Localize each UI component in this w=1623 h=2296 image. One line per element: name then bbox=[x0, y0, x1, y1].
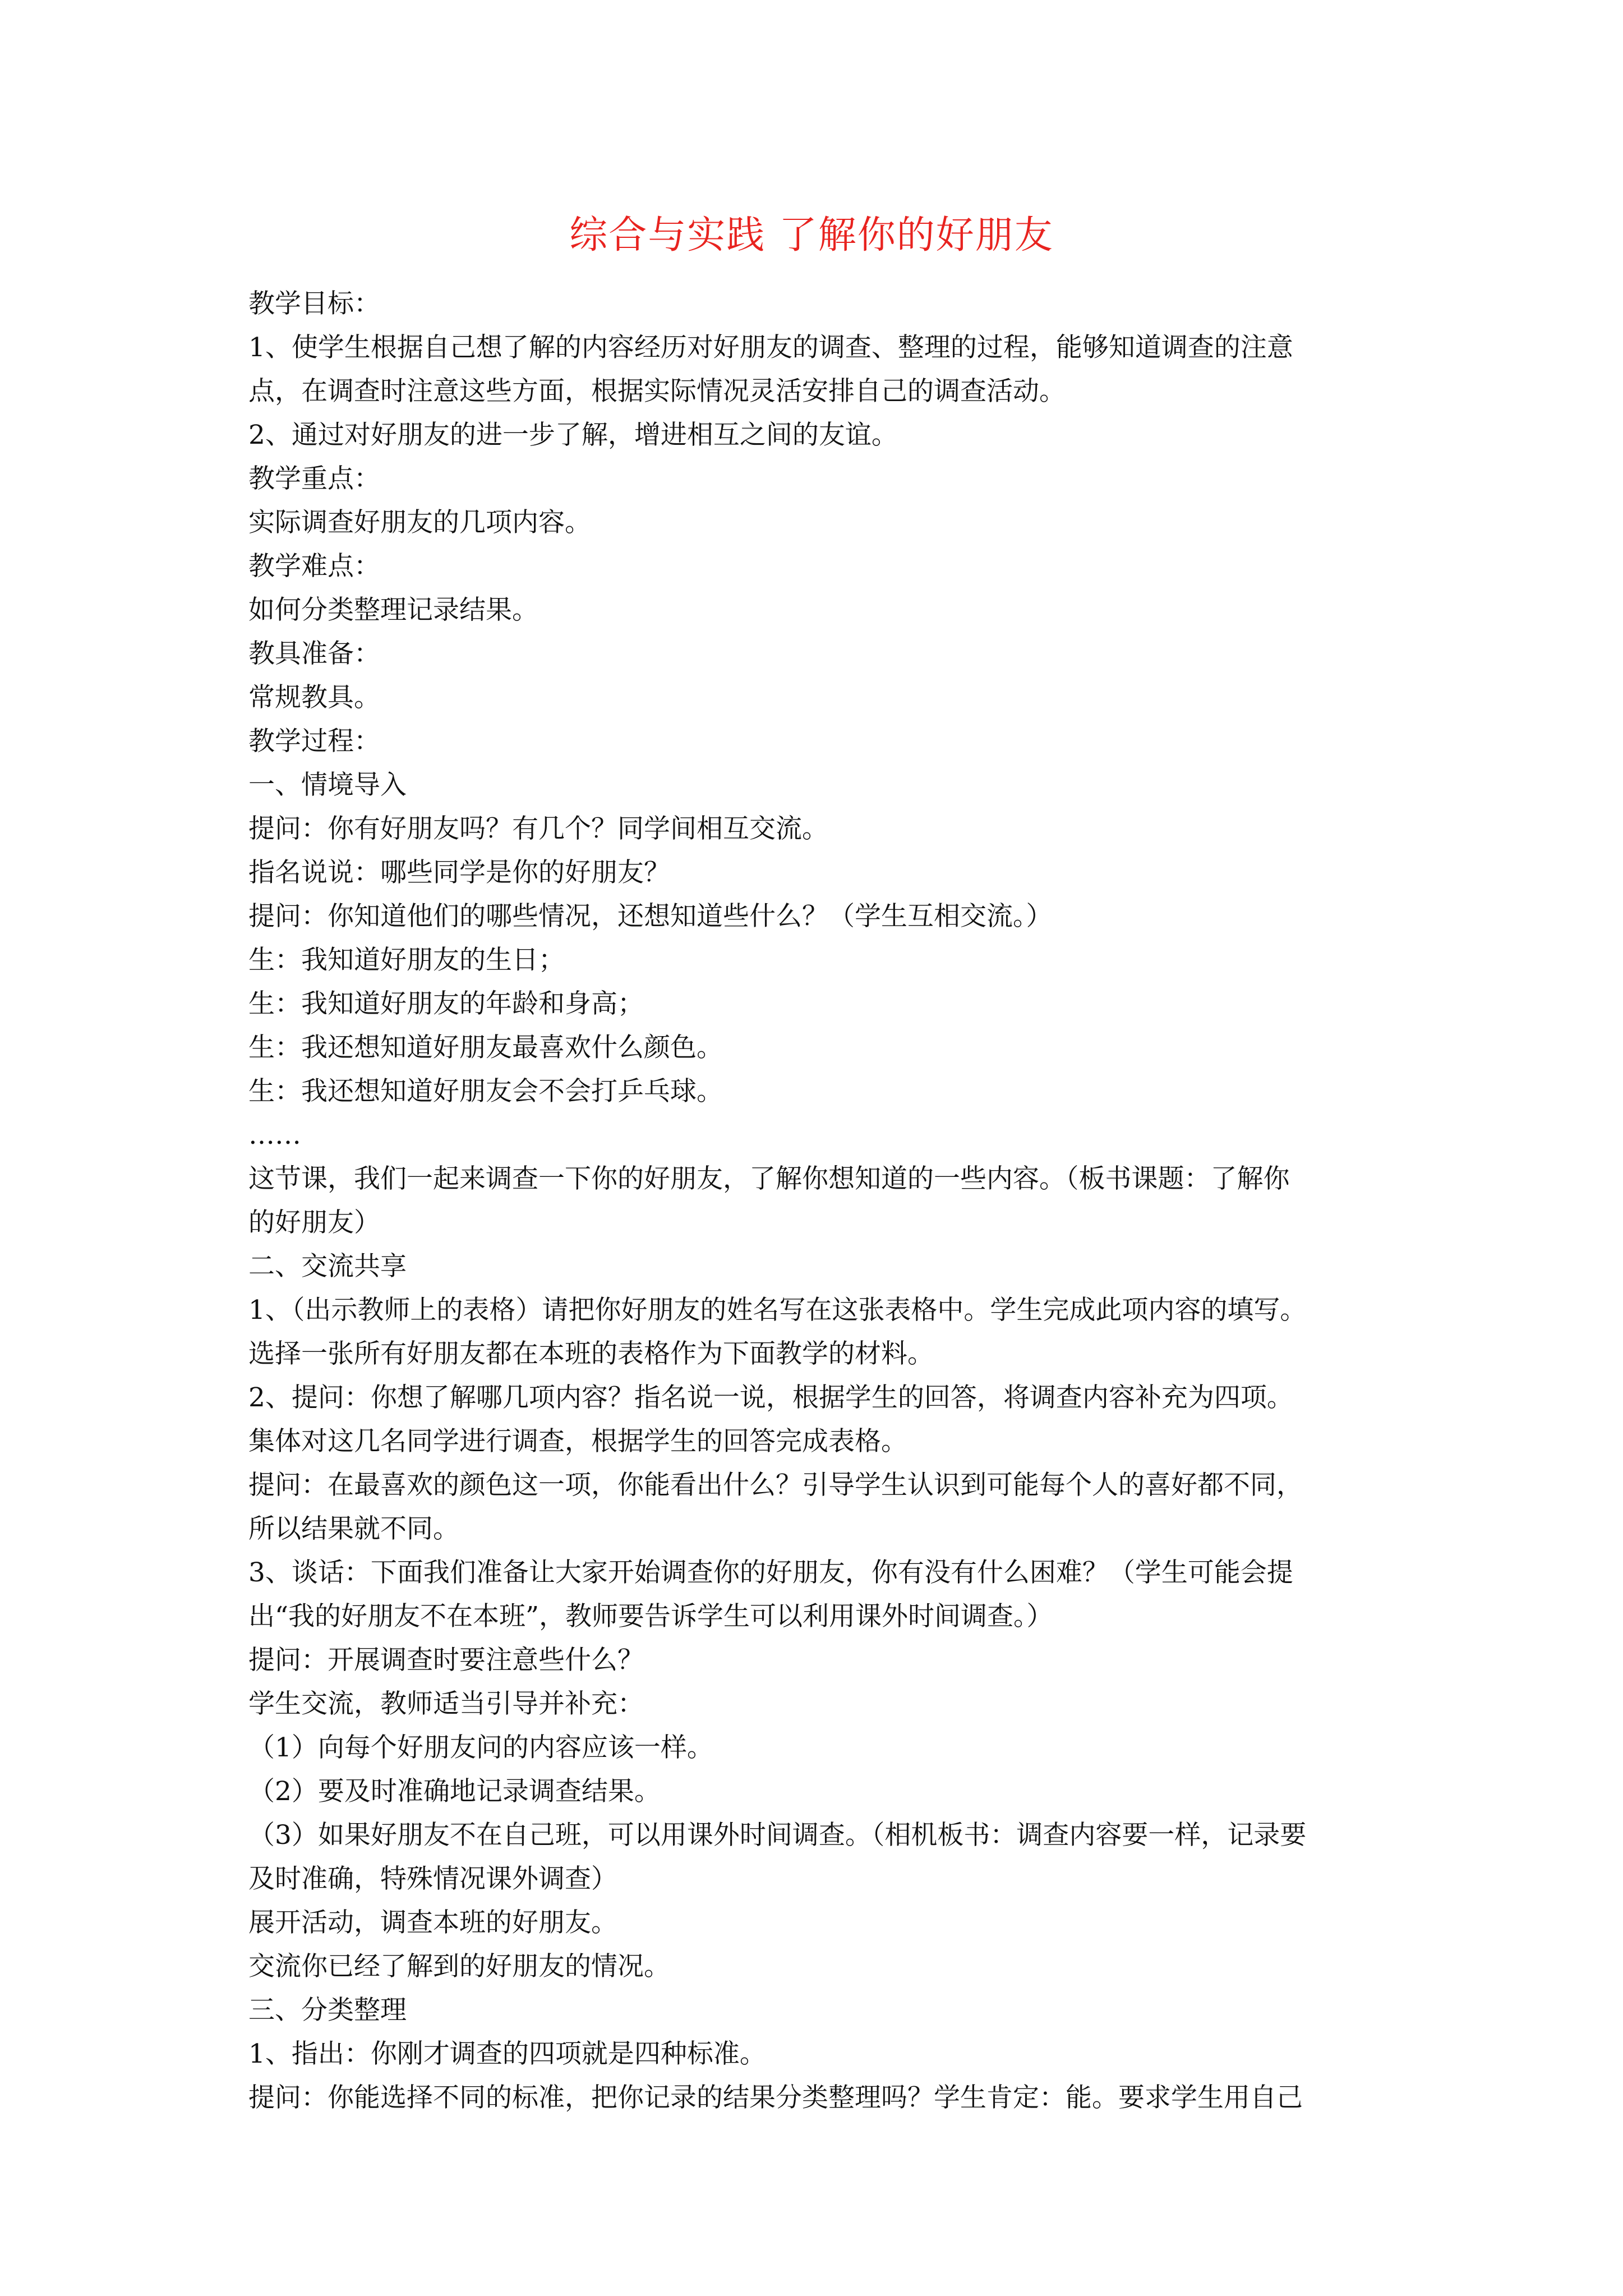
text-line: 所以结果就不同。 bbox=[248, 1513, 459, 1544]
text-line: （2）要及时准确地记录调查结果。 bbox=[248, 1776, 661, 1807]
text-line: 出“我的好朋友不在本班”，教师要告诉学生可以利用课外时间调查。） bbox=[248, 1601, 1053, 1632]
text-line: 三、分类整理 bbox=[248, 1995, 407, 2026]
text-line: 提问：你有好朋友吗？有几个？同学间相互交流。 bbox=[248, 813, 828, 844]
text-line: 1、（出示教师上的表格）请把你好朋友的姓名写在这张表格中。学生完成此项内容的填写。 bbox=[248, 1295, 1307, 1326]
text-line: 实际调查好朋友的几项内容。 bbox=[248, 507, 591, 538]
text-line: 教学重点： bbox=[248, 463, 380, 494]
text-line: 教学过程： bbox=[248, 726, 380, 757]
text-line: 选择一张所有好朋友都在本班的表格作为下面教学的材料。 bbox=[248, 1338, 934, 1369]
text-line: 常规教具。 bbox=[248, 682, 380, 713]
text-line: …… bbox=[248, 1120, 301, 1151]
text-line: 2、提问：你想了解哪几项内容？指名说一说，根据学生的回答，将调查内容补充为四项。 bbox=[248, 1382, 1293, 1413]
text-line: 二、交流共享 bbox=[248, 1251, 407, 1282]
text-line: 指名说说：哪些同学是你的好朋友？ bbox=[248, 857, 670, 888]
text-line: （1）向每个好朋友问的内容应该一样。 bbox=[248, 1732, 713, 1763]
text-line: 集体对这几名同学进行调查，根据学生的回答完成表格。 bbox=[248, 1426, 907, 1457]
text-line: 的好朋友） bbox=[248, 1207, 380, 1238]
text-line: 教具准备： bbox=[248, 638, 380, 669]
text-line: 提问：你能选择不同的标准，把你记录的结果分类整理吗？学生肯定：能。要求学生用自己 bbox=[248, 2082, 1303, 2113]
text-line: 提问：开展调查时要注意些什么？ bbox=[248, 1645, 644, 1676]
text-line: 1、使学生根据自己想了解的内容经历对好朋友的调查、整理的过程，能够知道调查的注意 bbox=[248, 332, 1293, 363]
text-line: 3、谈话：下面我们准备让大家开始调查你的好朋友，你有没有什么困难？（学生可能会提 bbox=[248, 1557, 1293, 1588]
document-title: 综合与实践 了解你的好朋友 bbox=[569, 213, 1054, 257]
text-line: 如何分类整理记录结果。 bbox=[248, 595, 538, 625]
text-line: 提问：你知道他们的哪些情况，还想知道些什么？（学生互相交流。） bbox=[248, 901, 1053, 932]
text-line: 展开活动，调查本班的好朋友。 bbox=[248, 1907, 617, 1938]
text-line: 这节课，我们一起来调查一下你的好朋友，了解你想知道的一些内容。（板书课题：了解你 bbox=[248, 1163, 1290, 1194]
document-body bbox=[248, 282, 1398, 2120]
text-line: （3）如果好朋友不在自己班，可以用课外时间调查。（相机板书：调查内容要一样，记录要 bbox=[248, 1820, 1307, 1851]
text-line: 生：我还想知道好朋友最喜欢什么颜色。 bbox=[248, 1032, 723, 1063]
text-line: 生：我知道好朋友的生日； bbox=[248, 945, 565, 976]
text-line: 交流你已经了解到的好朋友的情况。 bbox=[248, 1951, 670, 1982]
text-line: 学生交流，教师适当引导并补充： bbox=[248, 1688, 644, 1719]
text-line: 提问：在最喜欢的颜色这一项，你能看出什么？引导学生认识到可能每个人的喜好都不同， bbox=[248, 1470, 1303, 1501]
text-line: 2、通过对好朋友的进一步了解，增进相互之间的友谊。 bbox=[248, 420, 898, 450]
text-line: 1、指出：你刚才调查的四项就是四种标准。 bbox=[248, 2039, 766, 2069]
text-line: 生：我知道好朋友的年龄和身高； bbox=[248, 988, 644, 1019]
text-line: 点，在调查时注意这些方面，根据实际情况灵活安排自己的调查活动。 bbox=[248, 376, 1066, 407]
text-line: 生：我还想知道好朋友会不会打乒乓球。 bbox=[248, 1076, 723, 1107]
text-line: 教学难点： bbox=[248, 551, 380, 582]
text-line: 及时准确，特殊情况课外调查） bbox=[248, 1864, 617, 1894]
text-line: 一、情境导入 bbox=[248, 770, 407, 800]
text-line: 教学目标： bbox=[248, 288, 380, 319]
